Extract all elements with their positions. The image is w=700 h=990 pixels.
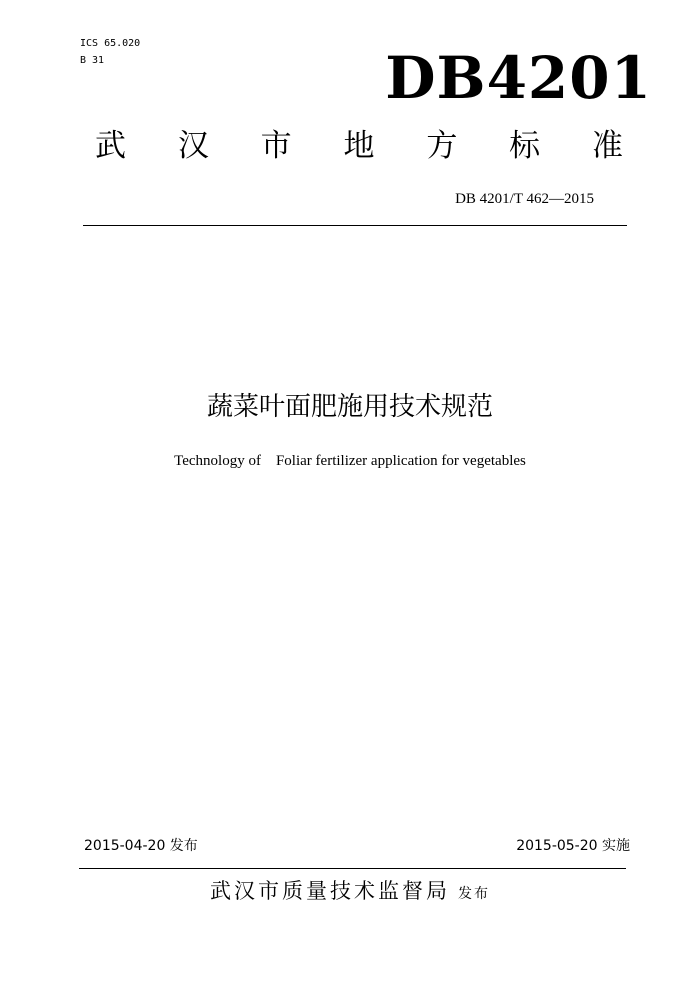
document-number: DB 4201/T 462—2015 xyxy=(455,191,594,207)
standard-type-char: 准 xyxy=(591,128,623,164)
publisher-suffix: 发布 xyxy=(458,886,490,902)
ccs-code: B 31 xyxy=(80,55,105,66)
ics-code: ICS 65.020 xyxy=(80,38,141,49)
bottom-divider xyxy=(79,868,626,869)
english-title: Technology of Foliar fertilizer application for vegetables xyxy=(174,453,526,469)
standard-logo: DB4201 xyxy=(385,44,652,112)
standard-type-char: 地 xyxy=(343,128,375,164)
implementation-date: 2015-05-20 实施 xyxy=(516,838,630,854)
publisher-line xyxy=(0,876,700,909)
standard-type-char: 标 xyxy=(509,128,541,164)
standard-type-char: 武 xyxy=(95,128,126,164)
publisher-name: 武汉市质量技术监督局 xyxy=(210,879,450,903)
standard-type-char: 市 xyxy=(260,128,292,164)
standard-type-heading xyxy=(95,126,623,166)
issue-date: 2015-04-20 发布 xyxy=(84,838,198,854)
chinese-title: 蔬菜叶面肥施用技术规范 xyxy=(206,392,493,422)
standard-type-char: 汉 xyxy=(177,128,209,164)
standard-type-char: 方 xyxy=(426,128,458,164)
top-divider xyxy=(83,225,627,226)
